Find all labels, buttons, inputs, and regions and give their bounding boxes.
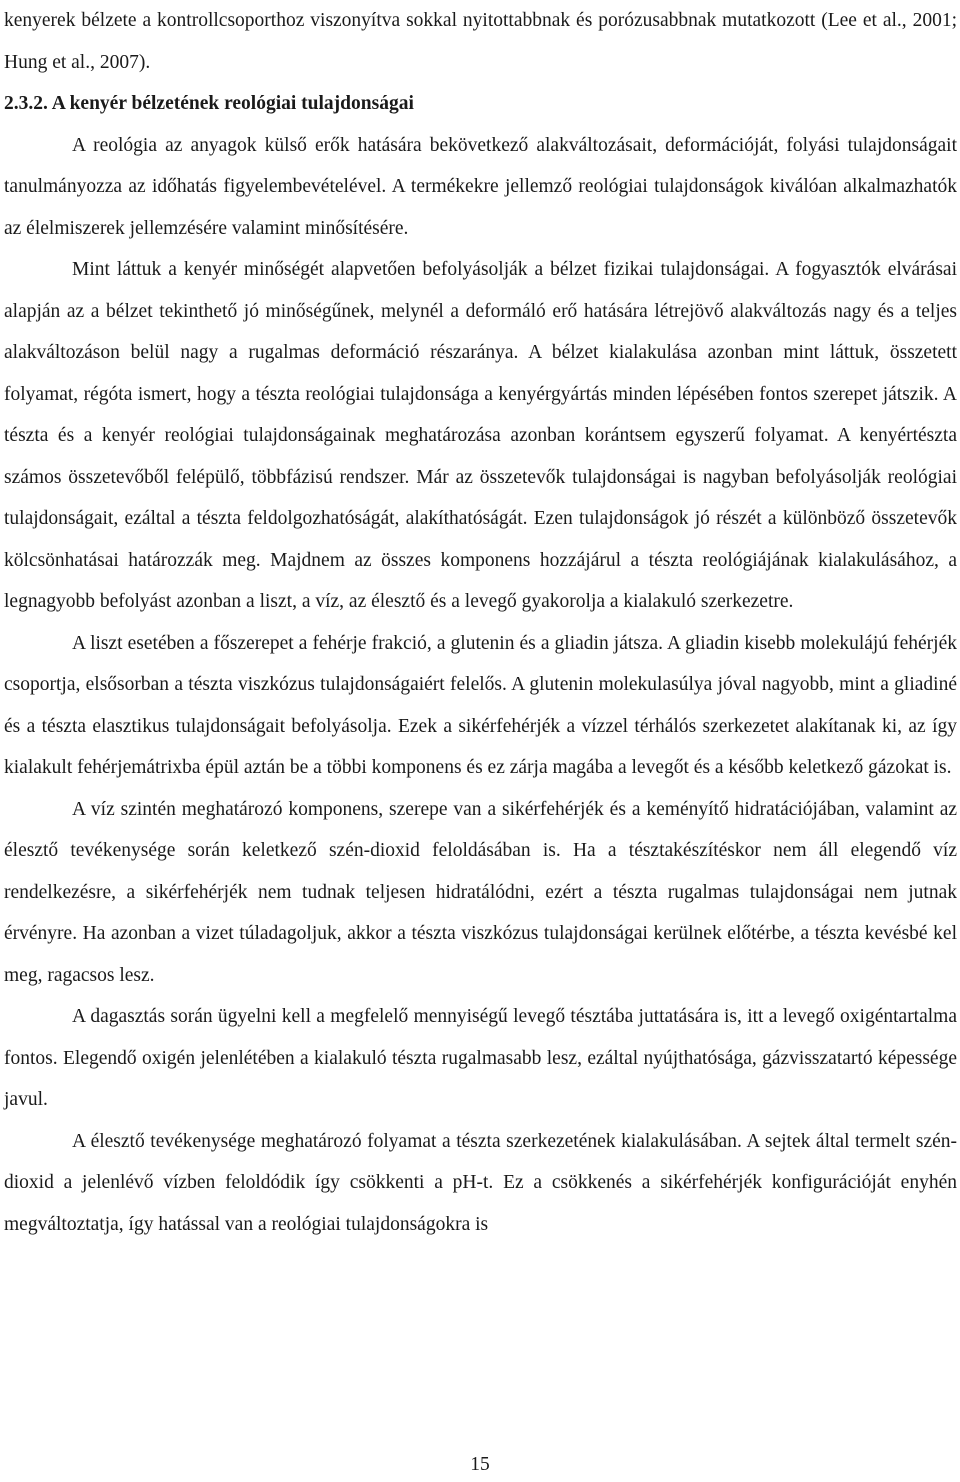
paragraph-flour-proteins: A liszt esetében a főszerepet a fehérje frakció, a glutenin és a gliadin játsza. A gliadin kisebb molekulájú fehérjék csoportja, elsősorban a tészta viszkózus tulajdonságaiért felelős. A glutenin molekulasúlya jóval nagyobb, mint a gliadiné és a tészta elasztikus tulajdonságait befolyásolja. Ezek a sikérfehérjék a vízzel térhálós szerkezetet alakítanak ki, az így kialakult fehérjemátrixba épül aztán be a többi komponens és ez zárja magába a levegőt és a később keletkező gázokat is. [4,632,957,778]
paragraph-rheology-definition: A reológia az anyagok külső erők hatására bekövetkező alakváltozásait, deformációját, folyási tulajdonságait tanulmányozza az időhatás figyelembevételével. A termékekre jellemző reológiai tulajdonságok kiválóan alkalmazhatók az élelmiszerek jellemzésére valamint minősítésére. [4,134,957,239]
paragraph-yeast-activity: A élesztő tevékenysége meghatározó folyamat a tészta szerkezetének kialakulásában. A sejtek által termelt szén-dioxid a jelenlévő vízben feloldódik így csökkenti a pH-t. Ez a csökkenés a sikérfehérjék konfigurációját enyhén megváltoztatja, így hatással van a reológiai tulajdonságokra is [4,1130,957,1235]
paragraph-water-role: A víz szintén meghatározó komponens, szerepe van a sikérfehérjék és a keményítő hidratációjában, valamint az élesztő tevékenysége során keletkező szén-dioxid feloldásában is. Ha a tésztakészítéskor nem áll elegendő víz rendelkezésre, a sikérfehérjék nem tudnak teljesen hidratálódni, ezért a tészta rugalmas tulajdonságai nem jutnak érvényre. Ha azonban a vizet túladagoljuk, akkor a tészta viszkózus tulajdonságai kerülnek előtérbe, a tészta kevésbé kel meg, ragacsos lesz. [4,798,957,986]
page-number: 15 [470,1454,490,1475]
section-heading [4,83,957,125]
continuation-paragraph: kenyerek bélzete a kontrollcsoporthoz viszonyítva sokkal nyitottabbnak és porózusabbnak mutatkozott (Lee et al., 2001; Hung et al., 2007). [4,10,957,73]
section-title: A kenyér bélzetének reológiai tulajdonságai [51,93,414,114]
paragraph-kneading-air: A dagasztás során ügyelni kell a megfelelő mennyiségű levegő tésztába juttatására is, itt a levegő oxigéntartalma fontos. Elegendő oxigén jelenlétében a kialakuló tészta rugalmasabb lesz, ezáltal nyújthatósága, gázvisszatartó képessége javul. [4,1006,957,1110]
paragraph-crumb-quality: Mint láttuk a kenyér minőségét alapvetően befolyásolják a bélzet fizikai tulajdonságai. A fogyasztók elvárásai alapján az a bélzet tekinthető jó minőségűnek, melynél a deformáló erő hatására létrejövő alakváltozás nagy és a teljes alakváltozáson belül nagy a rugalmas deformáció részaránya. A bélzet kialakulása azonban mint láttuk, összetett folyamat, régóta ismert, hogy a tészta reológiai tulajdonsága a kenyérgyártás minden lépésében fontos szerepet játszik. A tészta és a kenyér reológiai tulajdonságainak meghatározása azonban korántsem egyszerű folyamat. A kenyértészta számos összetevőből felépülő, többfázisú rendszer. Már az összetevők tulajdonságai is nagyban befolyásolják reológiai tulajdonságait, ezáltal a tészta feldolgozhatóságát, alakíthatóságát. Ezen tulajdonságok jó részét a különböző összetevők kölcsönhatásai határozzák meg. Majdnem az összes komponens hozzájárul a tészta reológiájának kialakulásához, a legnagyobb befolyást azonban a liszt, a víz, az élesztő és a levegő gyakorolja a kialakuló szerkezetre. [4,259,957,612]
section-number: 2.3.2. [4,93,48,114]
document-page [4,0,957,1245]
